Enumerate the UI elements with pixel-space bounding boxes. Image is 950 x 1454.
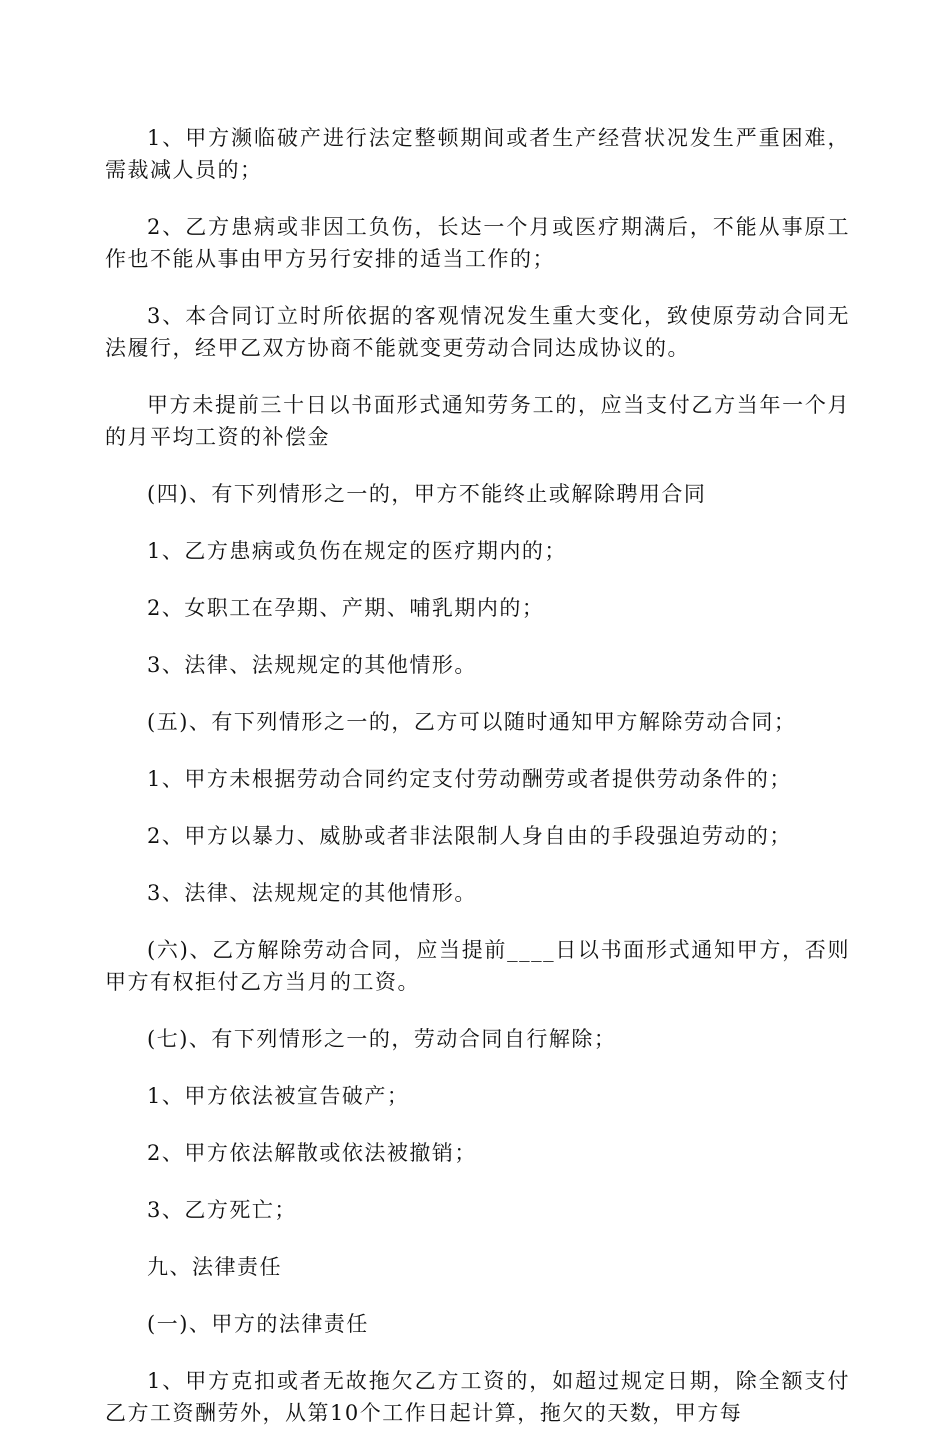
document-body [105, 122, 850, 1454]
chapter-heading-9: 九、法律责任 [147, 1255, 282, 1279]
section-heading-6: (六)、乙方解除劳动合同，应当提前____日以书面形式通知甲方，否则甲方有权拒付乙方当月的工资。 [105, 938, 850, 994]
paragraph-12: 3、法律、法规规定的其他情形。 [147, 881, 477, 905]
paragraph-2: 2、乙方患病或非因工负伤，长达一个月或医疗期满后，不能从事原工作也不能从事由甲方另行安排的适当工作的； [105, 215, 850, 271]
paragraph-20: 1、甲方克扣或者无故拖欠乙方工资的，如超过规定日期，除全额支付乙方工资酬劳外，从第10个工作日起计算，拖欠的天数，甲方每 [105, 1369, 850, 1425]
section-heading-4: (四)、有下列情形之一的，甲方不能终止或解除聘用合同 [147, 482, 707, 506]
paragraph-10: 1、甲方未根据劳动合同约定支付劳动酬劳或者提供劳动条件的； [147, 767, 792, 791]
paragraph-3: 3、本合同订立时所依据的客观情况发生重大变化，致使原劳动合同无法履行，经甲乙双方协商不能就变更劳动合同达成协议的。 [105, 304, 850, 360]
paragraph-8: 3、法律、法规规定的其他情形。 [147, 653, 477, 677]
paragraph-11: 2、甲方以暴力、威胁或者非法限制人身自由的手段强迫劳动的； [147, 824, 792, 848]
section-heading-5: (五)、有下列情形之一的，乙方可以随时通知甲方解除劳动合同； [147, 710, 797, 734]
section-heading-7: (七)、有下列情形之一的，劳动合同自行解除； [147, 1027, 617, 1051]
paragraph-15: 1、甲方依法被宣告破产； [147, 1084, 410, 1108]
paragraph-6: 1、乙方患病或负伤在规定的医疗期内的； [147, 539, 567, 563]
paragraph-16: 2、甲方依法解散或依法被撤销； [147, 1141, 477, 1165]
paragraph-1: 1、甲方濒临破产进行法定整顿期间或者生产经营状况发生严重困难，需裁减人员的； [105, 126, 850, 182]
paragraph-4: 甲方未提前三十日以书面形式通知劳务工的，应当支付乙方当年一个月的月平均工资的补偿金 [105, 393, 850, 449]
paragraph-7: 2、女职工在孕期、产期、哺乳期内的； [147, 596, 545, 620]
paragraph-17: 3、乙方死亡； [147, 1198, 297, 1222]
section-heading-9-1: (一)、甲方的法律责任 [147, 1312, 369, 1336]
